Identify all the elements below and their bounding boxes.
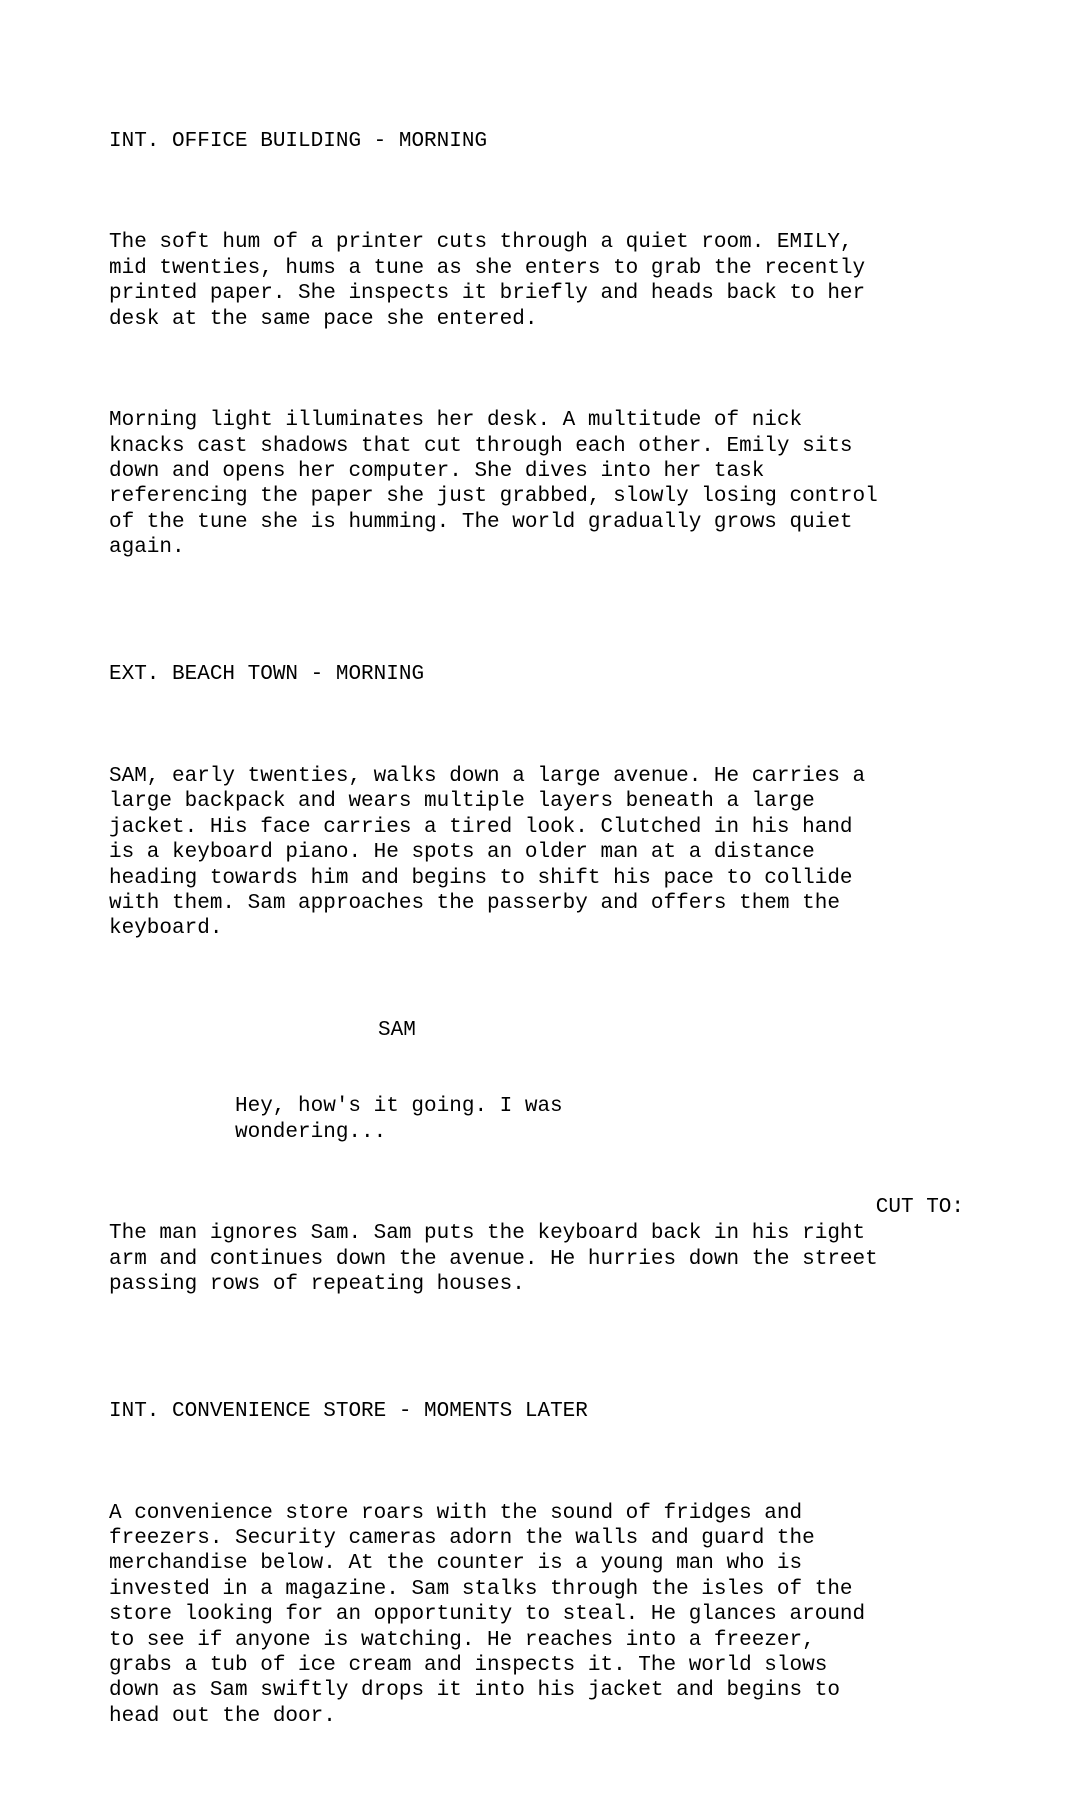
action-paragraph: A convenience store roars with the sound of fridges and freezers. Security cameras adorn the walls and guard the merchandise below. At the counter is a young man who is invested in a magazine. Sam stalks through the isles of the store looking for an opportunity to steal. He glances around to see if anyone is watching. He reaches into a freezer, grabs a tub of ice cream and inspects it. The world slows down as Sam swiftly drops it into his jacket and begins to head out the door.: [109, 1501, 866, 1728]
screenplay-body: [109, 78, 979, 1805]
action-paragraph: Morning light illuminates her desk. A multitude of nick knacks cast shadows that cut through each other. Emily sits down and opens her computer. She dives into her task referencing the paper she just grabbed, slowly losing control of the tune she is humming. The world gradually grows quiet again.: [109, 409, 878, 560]
action-paragraph: The man ignores Sam. Sam puts the keyboard back in his right arm and continues down the avenue. He hurries down the street passing rows of repeating houses.: [109, 1222, 878, 1296]
scene-heading: EXT. BEACH TOWN - MORNING: [109, 663, 425, 687]
dialogue-line: Hey, how's it going. I was wondering...: [235, 1095, 563, 1144]
transition-cut-to: CUT TO:: [875, 1196, 964, 1219]
action-paragraph: The soft hum of a printer cuts through a quiet room. EMILY, mid twenties, hums a tune as she enters to grab the recently printed paper. She inspects it briefly and heads back to her desk at the same pace she entered.: [109, 231, 866, 331]
action-paragraph: SAM, early twenties, walks down a large avenue. He carries a large backpack and wears multiple layers beneath a large jacket. His face carries a tired look. Clutched in his hand is a keyboard piano. He spots an older man at a distance heading towards him and begins to shift his pace to collide with them. Sam approaches the passerby and offers them the keyboard.: [109, 764, 866, 941]
scene-heading: INT. CONVENIENCE STORE - MOMENTS LATER: [109, 1400, 588, 1424]
scene-heading: INT. OFFICE BUILDING - MORNING: [109, 129, 488, 153]
character-name: SAM: [378, 1018, 416, 1042]
